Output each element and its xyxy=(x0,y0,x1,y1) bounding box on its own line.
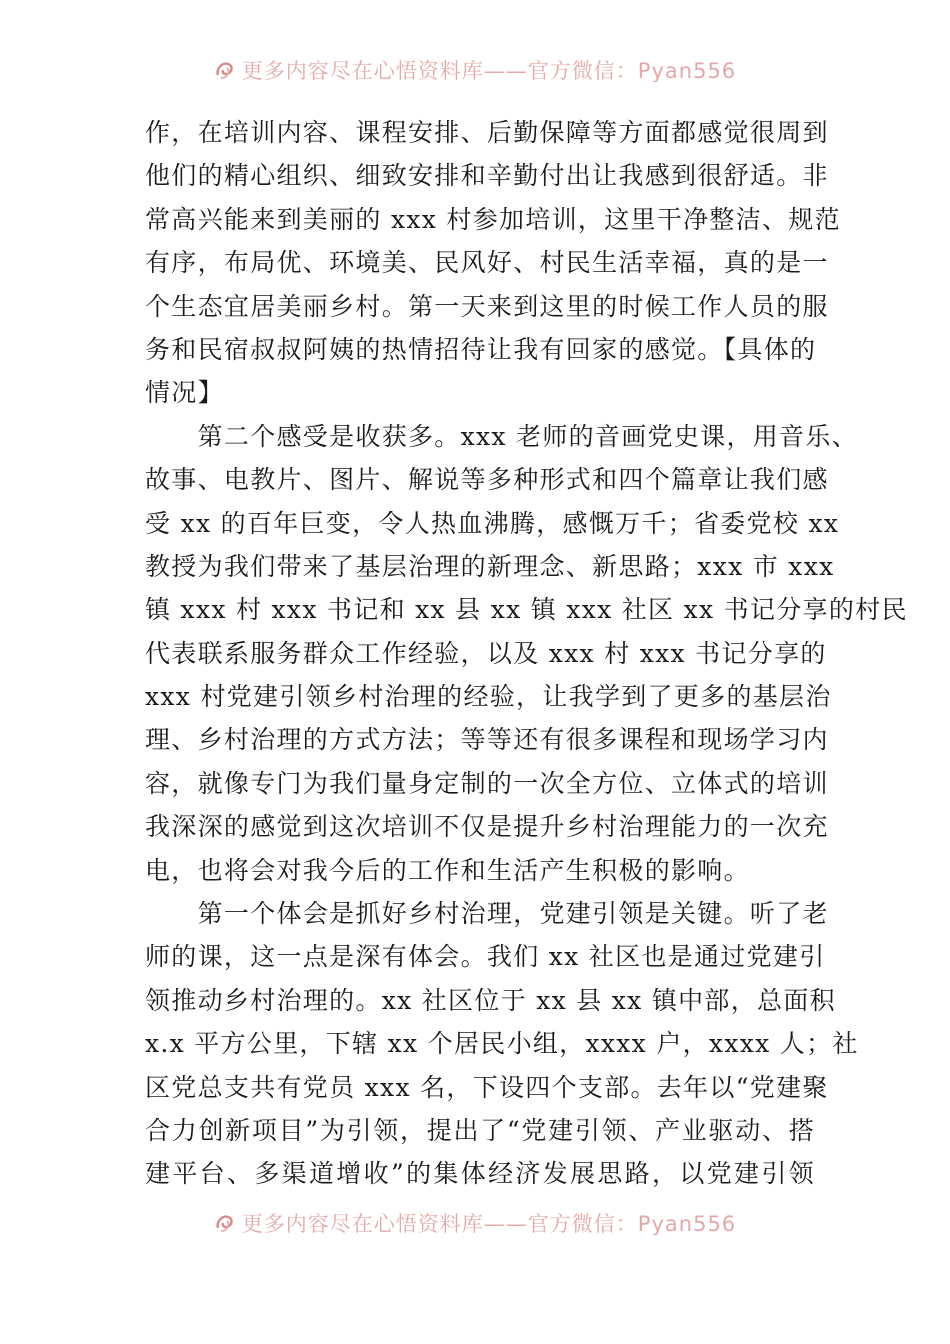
text-line: 领推动乡村治理的。xx 社区位于 xx 县 xx 镇中部，总面积 xyxy=(145,985,836,1015)
text-line: 情况】 xyxy=(145,378,224,408)
text-line: x.x 平方公里，下辖 xx 个居民小组，xxxx 户，xxxx 人；社 xyxy=(145,1029,859,1059)
watermark-text: 更多内容尽在心悟资料库——官方微信：Pyan556 xyxy=(241,59,737,82)
text-line: 常高兴能来到美丽的 xxx 村参加培训，这里干净整洁、规范 xyxy=(145,204,841,234)
watermark-banner-bottom xyxy=(0,1211,950,1235)
brand-logo-icon xyxy=(214,59,236,81)
document-body xyxy=(145,111,908,1196)
text-line: 合力创新项目”为引领，提出了“党建引领、产业驱动、搭 xyxy=(145,1115,815,1145)
brand-logo-icon xyxy=(214,1212,236,1234)
text-line: 电，也将会对我今后的工作和生活产生积极的影响。 xyxy=(145,855,750,885)
text-line: 作，在培训内容、课程安排、后勤保障等方面都感觉很周到 xyxy=(145,118,829,147)
text-line: 理、乡村治理的方式方法；等等还有很多课程和现场学习内 xyxy=(145,725,829,755)
text-line: 师的课，这一点是深有体会。我们 xx 社区也是通过党建引 xyxy=(145,942,826,972)
text-line: 区党总支共有党员 xxx 名，下设四个支部。去年以“党建聚 xyxy=(145,1072,829,1102)
text-line: 故事、电教片、图片、解说等多种形式和四个篇章让我们感 xyxy=(145,465,829,495)
text-line: 务和民宿叔叔阿姨的热情招待让我有回家的感觉。【具体的 xyxy=(145,334,817,364)
text-line: 我深深的感觉到这次培训不仅是提升乡村治理能力的一次充 xyxy=(145,812,829,842)
text-line: 第二个感受是收获多。xxx 老师的音画党史课，用音乐、 xyxy=(145,421,858,451)
text-line: 镇 xxx 村 xxx 书记和 xx 县 xx 镇 xxx 社区 xx 书记分享的村民 xyxy=(145,595,908,625)
text-line: 有序，布局优、环境美、民风好、村民生活幸福，真的是一 xyxy=(145,248,829,278)
text-line: 教授为我们带来了基层治理的新理念、新思路；xxx 市 xxx xyxy=(145,551,835,581)
text-line: 第一个体会是抓好乡村治理，党建引领是关键。听了老 xyxy=(145,899,829,929)
text-line: 受 xx 的百年巨变，令人热血沸腾，感慨万千；省委党校 xx xyxy=(145,508,840,538)
text-line: 代表联系服务群众工作经验，以及 xxx 村 xxx 书记分享的 xyxy=(145,638,827,668)
text-line: xxx 村党建引领乡村治理的经验，让我学到了更多的基层治 xyxy=(145,682,832,712)
watermark-text: 更多内容尽在心悟资料库——官方微信：Pyan556 xyxy=(241,1212,737,1235)
text-line: 建平台、多渠道增收”的集体经济发展思路，以党建引领 xyxy=(145,1159,815,1189)
text-line: 个生态宜居美丽乡村。第一天来到这里的时候工作人员的服 xyxy=(145,291,829,321)
text-line: 容，就像专门为我们量身定制的一次全方位、立体式的培训 xyxy=(145,768,829,798)
text-line: 他们的精心组织、细致安排和辛勤付出让我感到很舒适。非 xyxy=(145,161,829,191)
watermark-banner-top xyxy=(0,58,950,82)
